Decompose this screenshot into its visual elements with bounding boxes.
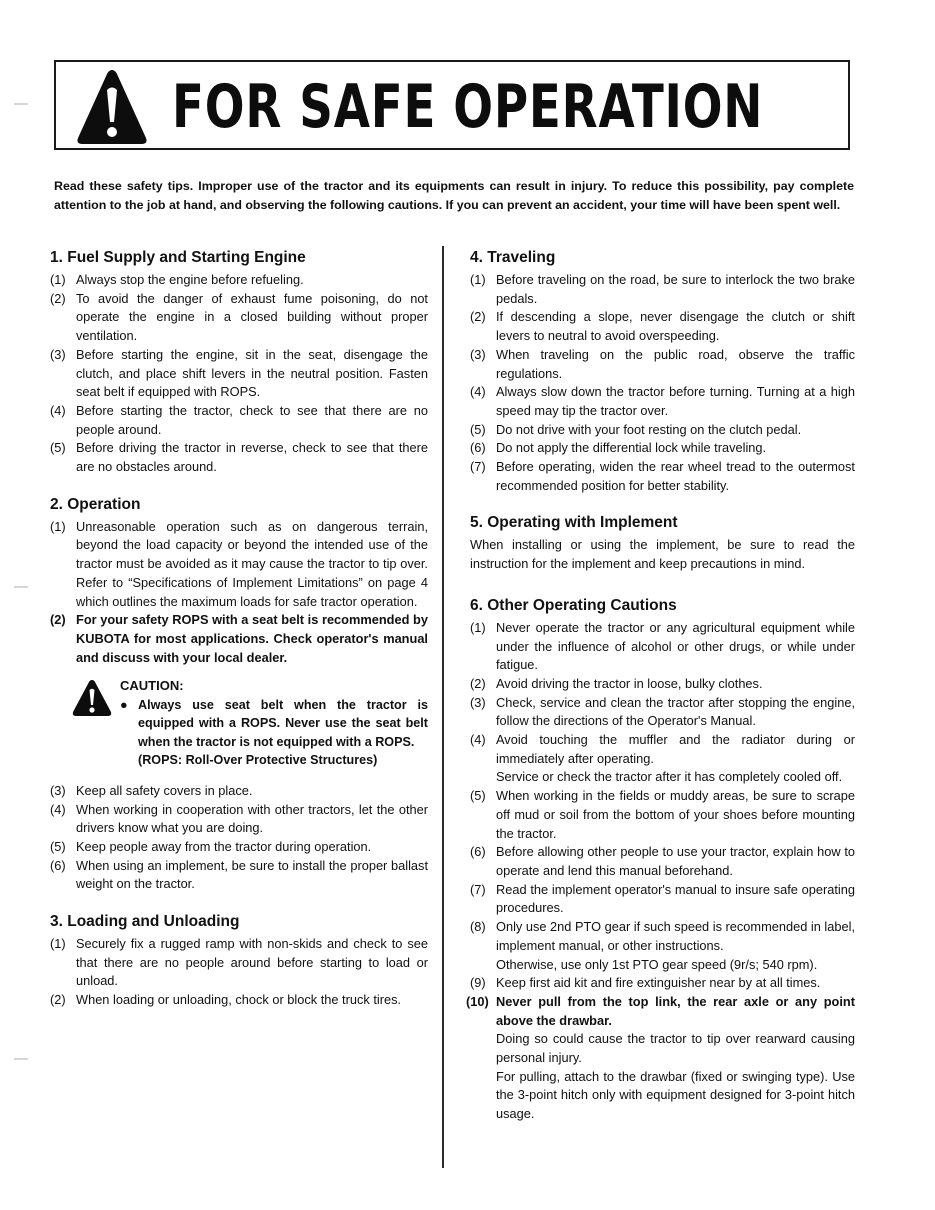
- list-item: (6) Before allowing other people to use your tractor, explain how to operate and lend this manual beforehand.: [470, 844, 855, 878]
- right-column: [466, 248, 855, 1138]
- page-title: FOR SAFE OPERATION: [172, 72, 764, 142]
- list-item: (4) Before starting the tractor, check to see that there are no people around.: [50, 402, 428, 437]
- warning-triangle-icon: [76, 68, 148, 146]
- caution-heading: CAUTION:: [120, 678, 184, 694]
- section-paragraph: When installing or using the implement, be sure to read the instruction for the implement and keep precautions in mind.: [470, 537, 855, 572]
- title-banner: [54, 60, 850, 150]
- list-item: (10) Never pull from the top link, the rear axle or any point above the drawbar. Doing so could cause the tractor to tip over rearward causing personal injury. For pulling, attach to the drawbar (fixed or swinging type). Use the 3-point hitch only with equipment designed for 3-point hitch usage.: [466, 993, 855, 1122]
- caution-text: ● Always use seat belt when the tractor is equipped with a ROPS. Never use the seat belt when the tractor is not equipped with a ROPS. (ROPS: Roll-Over Protective Structures): [120, 696, 428, 770]
- list-item: (1) Always stop the engine before refueling.: [50, 272, 304, 287]
- list-item: (5) Keep people away from the tractor during operation.: [50, 838, 372, 854]
- list-item: (7) Before operating, widen the rear wheel tread to the outermost recommended position for better stability.: [470, 459, 855, 493]
- list-item: (5) Do not drive with your foot resting on the clutch pedal.: [470, 421, 802, 437]
- scan-artifact: [14, 1058, 28, 1060]
- section-title: 4. Traveling: [470, 249, 556, 266]
- list-item: (7) Read the implement operator's manual to insure safe operating procedures.: [470, 881, 855, 916]
- list-item: (1) Never operate the tractor or any agricultural equipment while under the influence of alcohol or other drugs, or while under fatigue.: [470, 619, 855, 673]
- column-divider: [442, 246, 444, 1168]
- caution-triangle-icon: [72, 679, 112, 717]
- section-traveling: [470, 248, 855, 495]
- list-item: (5) Before driving the tractor in reverse, check to see that there are no obstacles around.: [50, 440, 428, 475]
- section-operating-with-implement: [470, 513, 855, 573]
- intro-paragraph: Read these safety tips. Improper use of the tractor and its equipments can result in injury. To reduce this possibility, pay complete attention to the job at hand, and observing the following cautions. If you can prevent an accident, your time will have been spent well.: [54, 179, 854, 212]
- caution-note: (ROPS: Roll-Over Protective Structures): [138, 753, 378, 768]
- scan-artifact: [14, 586, 28, 588]
- bullet-icon: ●: [120, 697, 128, 712]
- caution-box: [50, 677, 428, 770]
- list-item: (6) When using an implement, be sure to install the proper ballast weight on the tractor.: [50, 857, 428, 892]
- list-item: (4) When working in cooperation with other tractors, let the other drivers know what you are doing.: [50, 801, 428, 836]
- list-item: (4) Always slow down the tractor before turning. Turning at a high speed may tip the tractor over.: [470, 384, 855, 418]
- list-item: (2) To avoid the danger of exhaust fume poisoning, do not operate the engine in a closed building without proper ventilation.: [50, 290, 428, 344]
- list-item: (3) Keep all safety covers in place.: [50, 782, 253, 798]
- section-title: 6. Other Operating Cautions: [470, 596, 677, 614]
- scan-artifact: [14, 103, 28, 105]
- section-title: 3. Loading and Unloading: [50, 913, 240, 931]
- list-item: (3) When traveling on the public road, observe the traffic regulations.: [470, 346, 855, 381]
- list-item: (4) Avoid touching the muffler and the radiator during or immediately after operating. Service or check the tractor after it has completely cooled off.: [470, 732, 855, 785]
- section-title: 1. Fuel Supply and Starting Engine: [50, 249, 306, 266]
- section-fuel-supply: [50, 248, 428, 477]
- section-title: 5. Operating with Implement: [470, 514, 678, 532]
- list-item: (2) For your safety ROPS with a seat belt is recommended by KUBOTA for most applications. Check operator's manual and discuss with your local dealer.: [50, 612, 428, 665]
- section-loading: [50, 912, 428, 1010]
- list-item: (2) When loading or unloading, chock or block the truck tires.: [50, 992, 402, 1008]
- list-item: (3) Check, service and clean the tractor after stopping the engine, follow the directions of the Operator's Manual.: [470, 694, 855, 729]
- section-operation: [50, 495, 428, 894]
- list-item: (8) Only use 2nd PTO gear if such speed is recommended in label, implement manual, or other instructions. Otherwise, use only 1st PTO gear speed (9r/s; 540 rpm).: [470, 919, 855, 972]
- list-item: (1) Securely fix a rugged ramp with non-skids and check to see that there are no people around before starting to load or unload.: [50, 936, 428, 989]
- section-other-cautions: [466, 596, 855, 1124]
- left-column: [50, 248, 428, 1024]
- list-item: (2) Avoid driving the tractor in loose, bulky clothes.: [470, 675, 763, 691]
- list-item: (6) Do not apply the differential lock while traveling.: [470, 440, 767, 456]
- section-title: 2. Operation: [50, 495, 141, 513]
- list-item: (1) Unreasonable operation such as on dangerous terrain, beyond the load capacity or beyond the intended use of the tractor must be avoided as it may cause the tractor to tip over. Refer to “Specifications of Implement Limitations” on page 4 which outlines the maximum loads for safe tractor operation.: [50, 518, 428, 609]
- list-item: (1) Before traveling on the road, be sure to interlock the two brake pedals.: [470, 272, 855, 306]
- list-item: (3) Before starting the engine, sit in the seat, disengage the clutch, and place shift levers in the neutral position. Fasten seat belt if equipped with ROPS.: [50, 346, 428, 400]
- list-item: (5) When working in the fields or muddy areas, be sure to scrape off mud or soil from the bottom of your shoes before mounting the tractor.: [470, 788, 855, 841]
- list-item: (2) If descending a slope, never disengage the clutch or shift levers to neutral to avoid overspeeding.: [470, 309, 855, 344]
- list-item: (9) Keep first aid kit and fire extinguisher near by at all times.: [470, 975, 821, 991]
